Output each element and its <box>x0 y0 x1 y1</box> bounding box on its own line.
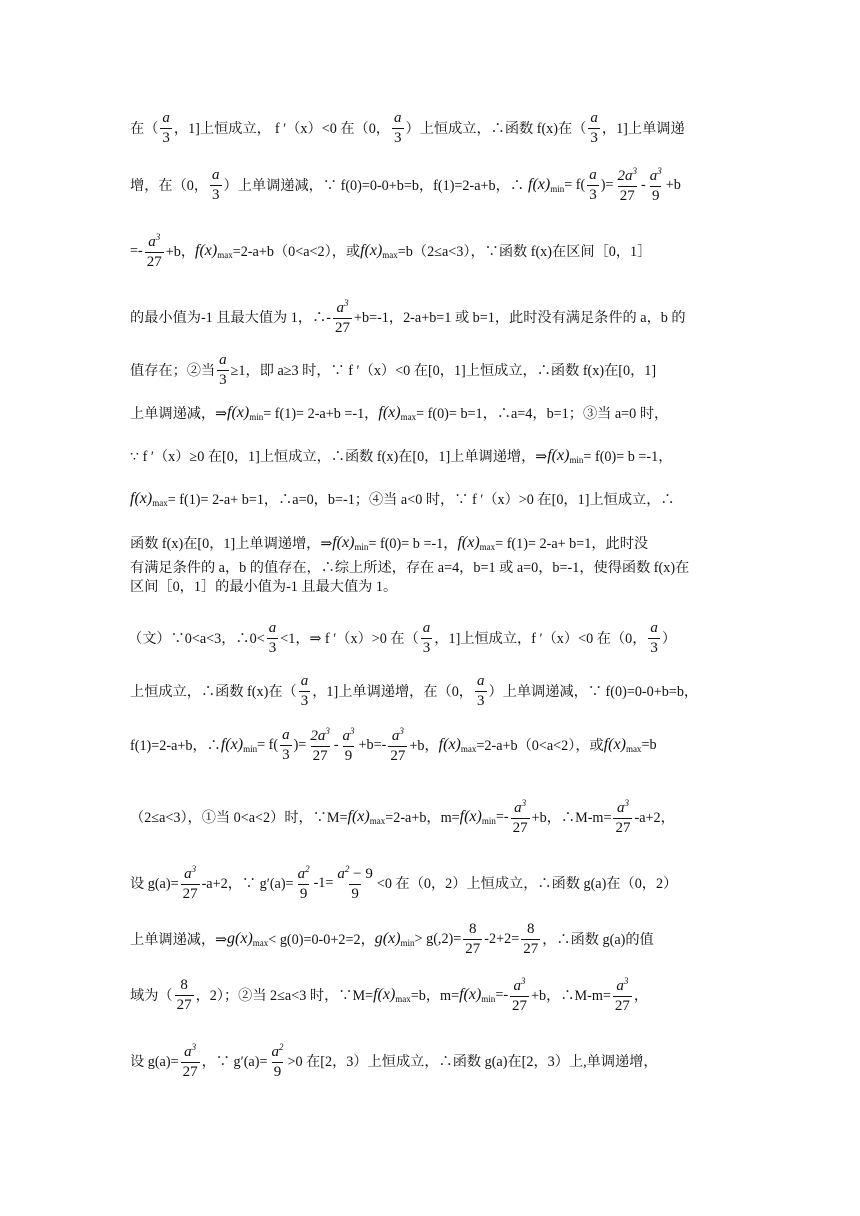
text: ，1]上单调递 <box>601 121 685 137</box>
text: +b=-1，2-a+b=1 或 b=1，此时没有满足条件的 a，b 的 <box>353 310 686 326</box>
fraction-8-over-27: $\frac{8}{27}$ <box>523 920 539 957</box>
text: ） <box>661 631 677 647</box>
text: f(1)=2-a+b，∴ <box>130 738 221 754</box>
fraction-a3-over-27: $\frac{a^3}{27}$ <box>390 725 406 764</box>
text: =b <box>641 736 657 753</box>
fraction-a-over-3: $\frac{a}{3}$ <box>268 619 277 656</box>
text: > g(,2)= <box>414 930 462 947</box>
text: ，∵ g′(a)= <box>201 1054 268 1070</box>
fraction-a2-over-9: $\frac{a^2}{9}$ <box>271 1041 284 1080</box>
text-line <box>130 474 735 524</box>
fraction-a-over-3: $\frac{a}{3}$ <box>422 619 431 656</box>
text: <0 在（0，2）上恒成立，∴函数 g(a)在（0，2） <box>376 876 678 892</box>
text: =2-a+b，m= <box>385 810 460 826</box>
fraction-2a3-over-27: $\frac{2a^3}{27}$ <box>617 165 637 204</box>
text-line <box>130 858 735 908</box>
text: =- <box>495 808 509 825</box>
fraction-a-over-3: $\frac{a}{3}$ <box>212 166 220 203</box>
text: =b（2≤a<3），∵函数 f(x)在区间［0，1］ <box>397 244 652 260</box>
text: f ′（x）<0 在（0， <box>274 121 390 137</box>
text: 函数 f(x)在[0，1]上单调递增，⇒ <box>130 536 333 552</box>
text-line <box>130 666 735 716</box>
fraction-a3-over-9: $\frac{a^3}{9}$ <box>342 725 355 764</box>
text: +b，∴M-m= <box>531 810 612 826</box>
text: = f(0)= b=1，∴a=4，b=1；③当 a=0 时， <box>416 406 669 422</box>
fraction-a2-minus-9-over-9: $\frac{a^2 - 9}{9}$ <box>337 863 373 902</box>
text: +b=- <box>358 736 387 753</box>
text: =- <box>495 986 509 1003</box>
text: 值存在；②当 <box>130 363 216 379</box>
text: 的最小值为-1 且最大值为 1，∴- <box>130 310 331 326</box>
text: = f(1)= 2-a+ b=1，此时没 <box>495 536 649 552</box>
text: = f(1)= 2-a+ b=1，∴a=0，b=-1；④当 a<0 时，∵ f ′（x）>0 在[0，1]上恒成立，∴ <box>167 492 675 508</box>
text: = f( <box>257 736 279 753</box>
gx-min: $g(x)_{min}$ <box>374 930 415 948</box>
text: ，1]上单调递增，在（0， <box>312 684 473 700</box>
text: ）上恒成立，∴函数 f(x)在（ <box>405 121 587 137</box>
text: ，2）；②当 2≤a<3 时，∵M= <box>195 988 374 1004</box>
fx-max: $f(x)_{max}$ <box>360 242 398 260</box>
fraction-a3-over-27: $\frac{a^3}{27}$ <box>182 1041 198 1080</box>
text-line <box>130 292 735 342</box>
fx-min: $f(x)_{min}$ <box>547 447 584 465</box>
fx-min: $f(x)_{min}$ <box>332 534 369 552</box>
text: -a+2，∵ g′(a)= <box>201 876 294 892</box>
text: >0 在[2，3）上恒成立，∴函数 g(a)在[2，3）上,单调递增， <box>287 1054 658 1070</box>
text: ∵ f ′（x）≥0 在[0，1]上恒成立，∴函数 f(x)在[0，1]上单调递增，⇒ <box>130 449 548 465</box>
fx-max: $f(x)_{max}$ <box>195 242 233 260</box>
fraction-a3-over-27: $\frac{a^3}{27}$ <box>615 797 631 836</box>
gx-max: $g(x)_{max}$ <box>227 930 269 948</box>
fx-max: $f(x)_{max}$ <box>603 736 642 754</box>
fraction-2a3-over-27: $\frac{2a^3}{27}$ <box>310 725 330 764</box>
text: 域为（ <box>130 988 173 1004</box>
fx-min: $f(x)_{min}$ <box>459 808 496 826</box>
text: =- <box>130 242 143 259</box>
text-line <box>130 914 735 964</box>
fx-max: $f(x)_{max}$ <box>457 534 496 552</box>
paragraph-end: 区间［0，1］的最小值为-1 且最大值为 1。 <box>130 579 398 595</box>
text: = f(1)= 2-a+b =-1， <box>263 406 379 422</box>
text: -a+2， <box>634 810 675 826</box>
text-line <box>130 566 735 606</box>
text: - <box>640 176 646 193</box>
text: <1，⇒ f ′（x）>0 在（ <box>280 631 419 647</box>
fx-min: $f(x)_{min}$ <box>528 176 565 194</box>
text: < g(0)=0-0+2=2， <box>268 932 375 948</box>
fraction-a3-over-27: $\frac{a^3}{27}$ <box>614 975 630 1014</box>
text: ，1]上恒成立， <box>173 121 271 137</box>
text-line <box>128 613 733 663</box>
text: ， <box>633 988 649 1004</box>
text: +b， <box>409 738 439 754</box>
text: 有满足条件的 a，b 的值存在，∴综上所述，存在 a=4，b=1 或 a=0，b=-1，使得函数 f(x)在 <box>130 560 690 576</box>
fraction-a-over-3: $\frac{a}{3}$ <box>589 166 597 203</box>
text: 设 g(a)= <box>130 1054 179 1070</box>
text: = f(0)= b =-1， <box>583 449 673 465</box>
text: -1= <box>313 874 334 891</box>
text-line <box>130 226 735 276</box>
fx-min: $f(x)_{min}$ <box>227 404 264 422</box>
fraction-a-over-3: $\frac{a}{3}$ <box>590 109 598 146</box>
text: +b，∴M-m= <box>531 988 611 1004</box>
fx-max: $f(x)_{max}$ <box>373 986 411 1004</box>
text: )= <box>293 736 307 753</box>
fraction-a3-over-27: $\frac{a^3}{27}$ <box>146 231 162 270</box>
fraction-8-over-27: $\frac{8}{27}$ <box>465 920 481 957</box>
text-line <box>130 1036 735 1086</box>
fraction-a3-over-27: $\frac{a^3}{27}$ <box>512 975 528 1014</box>
text: )= <box>600 176 614 193</box>
fx-max: $f(x)_{max}$ <box>130 490 168 508</box>
text: 上恒成立，∴函数 f(x)在（ <box>130 684 297 700</box>
fraction-a-over-3: $\frac{a}{3}$ <box>282 726 290 763</box>
text: 上单调递减，⇒ <box>130 932 228 948</box>
text: 设 g(a)= <box>130 876 179 892</box>
fx-min: $f(x)_{min}$ <box>220 736 258 754</box>
fraction-a3-over-27: $\frac{a^3}{27}$ <box>182 863 198 902</box>
text: （文）∵0<a<3，∴0< <box>128 631 265 647</box>
fx-max: $f(x)_{max}$ <box>347 808 386 826</box>
text: = f( <box>564 176 586 193</box>
fraction-a-over-3: $\frac{a}{3}$ <box>394 109 402 146</box>
fraction-a-over-3: $\frac{a}{3}$ <box>650 619 658 656</box>
text: +b， <box>165 244 196 260</box>
text: ，1]上恒成立，f ′（x）<0 在（0， <box>434 631 647 647</box>
fraction-a3-over-27: $\frac{a^3}{27}$ <box>334 297 350 336</box>
text: ）上单调递减，∵ f(0)=0-0+b=b， <box>488 684 699 700</box>
text: （2≤a<3），①当 0<a<2）时，∵M= <box>130 810 348 826</box>
text: ，∴函数 g(a)的值 <box>542 932 654 948</box>
fraction-a3-over-9: $\frac{a^3}{9}$ <box>649 165 662 204</box>
text-line <box>130 103 735 153</box>
fraction-8-over-27: $\frac{8}{27}$ <box>176 976 192 1013</box>
text: 在（ <box>130 121 159 137</box>
text: 增，在（0， <box>130 178 209 194</box>
text: =b，m= <box>410 988 460 1004</box>
text-line <box>130 720 735 770</box>
text-line <box>130 970 735 1020</box>
fraction-a3-over-27: $\frac{a^3}{27}$ <box>512 797 528 836</box>
fraction-a-over-3: $\frac{a}{3}$ <box>477 672 485 709</box>
fraction-a-over-3: $\frac{a}{3}$ <box>300 672 309 709</box>
fx-max: $f(x)_{max}$ <box>438 736 477 754</box>
text-line <box>130 792 735 842</box>
text-line <box>130 160 735 210</box>
text: -2+2= <box>484 930 520 947</box>
text: ≥1，即 a≥3 时，∵ f ′（x）<0 在[0，1]上恒成立，∴函数 f(x)在[0，1] <box>230 363 657 379</box>
fx-min: $f(x)_{min}$ <box>459 986 496 1004</box>
fraction-a-over-3: $\frac{a}{3}$ <box>219 351 227 388</box>
fx-max: $f(x)_{max}$ <box>378 404 417 422</box>
text: =2-a+b（0<a<2），或 <box>232 244 361 260</box>
text: - <box>333 736 339 753</box>
text: =2-a+b（0<a<2），或 <box>476 738 604 754</box>
text: ）上单调递减，∵ f(0)=0-0+b=b，f(1)=2-a+b，∴ <box>223 178 525 194</box>
fraction-a2-over-9: $\frac{a^2}{9}$ <box>297 863 310 902</box>
text: = f(0)= b =-1， <box>368 536 458 552</box>
fraction-a-over-3: $\frac{a}{3}$ <box>162 109 170 146</box>
text: +b <box>665 176 681 193</box>
text: 上单调递减，⇒ <box>130 406 228 422</box>
